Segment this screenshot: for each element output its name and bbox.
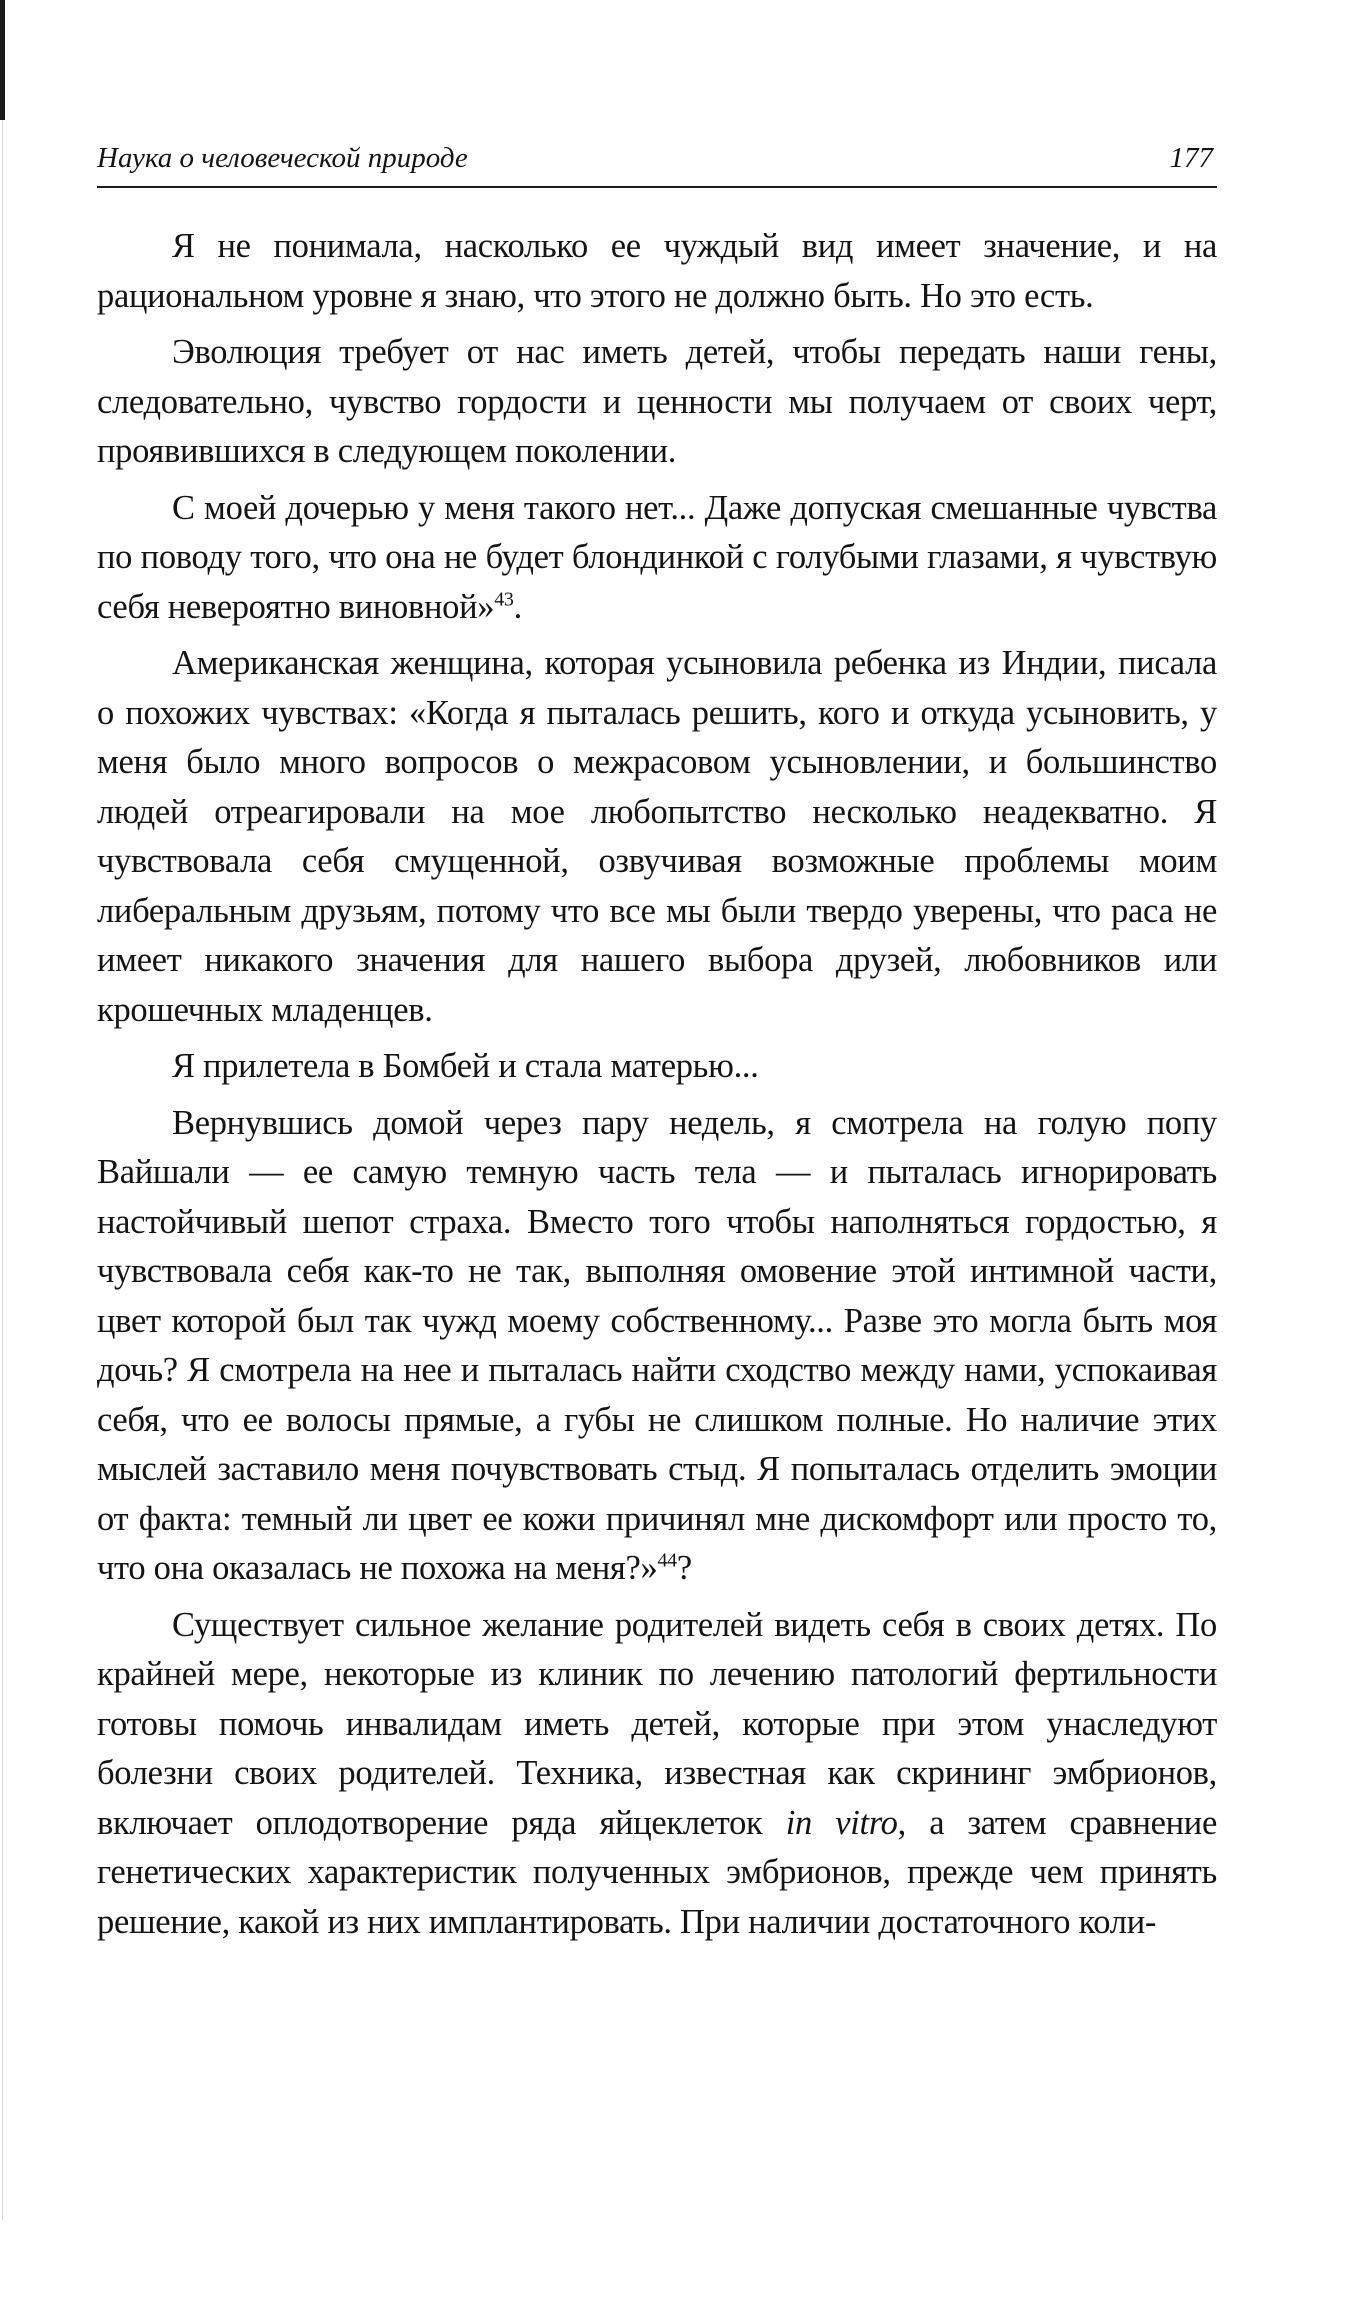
binding-edge-shadow [2,120,3,2220]
footnote-ref-43: 43 [494,588,514,610]
paragraph-3-text: С моей дочерью у меня такого нет... Даже допуская смешанные чувства по поводу того, что она не будет блондинкой с голубыми глазами, я чувствую себя невероятно виновной» [97,488,1217,626]
paragraph-7-text-a: Существует сильное желание родителей видеть себя в своих детях. По крайней мере, некоторые из клиник по лечению патологий фертильности готовы помочь инвалидам иметь детей, которые при этом унаследуют болезни своих родителей. Техника, известная как скрининг эмбрионов, включает оплодотворение ряда яйцеклеток [97,1605,1217,1842]
paragraph-2: Эволюция требует от нас иметь детей, чтобы передать наши гены, следовательно, чувство гордости и ценности мы получаем от своих черт, проявившихся в следующем поколении. [97,333,1217,470]
footnote-ref-44: 44 [657,1549,677,1572]
paragraph-6-text: Вернувшись домой через пару недель, я смотрела на голую попу Вайшали — ее самую темную часть тела — и пыталась игнорировать настойчивый шепот страха. Вместо того чтобы наполняться гордостью, я чувствовала себя как-то не так, выполняя омовение этой интимной части, цвет которой был так чужд моему собственному... Разве это могла быть моя дочь? Я смотрела на нее и пыталась найти сходство между нами, успокаивая себя, что ее волосы прямые, а губы не слишком полные. Но наличие этих мыслей заставило меня почувствовать стыд. Я попыталась отделить эмоции от факта: темный ли цвет ее кожи причинял мне дискомфорт или просто то, что она оказалась не похожа на меня?» [97,1103,1217,1587]
paragraph-7-text-b: , а затем сравнение генетических характеристик полученных эмбрионов, прежде чем принять решение, какой из них имплантировать. При наличии достаточного коли- [97,1803,1217,1941]
binding-edge [0,0,5,120]
paragraph-7-italic: in vitro [785,1803,898,1842]
running-header-title: Наука о человеческой природе [97,142,468,174]
paragraph-6 [97,1099,1217,1594]
paragraph-3-end: . [513,587,522,626]
page-number: 177 [1169,142,1213,174]
paragraph-6-end: ? [676,1549,692,1587]
body-text [97,222,1217,1954]
paragraph-5: Я прилетела в Бомбей и стала матерью... [172,1047,759,1085]
paragraph-7 [97,1601,1217,1948]
paragraph-3 [97,484,1217,633]
paragraph-4: Американская женщина, которая усыновила ребенка из Индии, писала о похожих чувствах: «Когда я пыталась решить, кого и откуда усыновить, у меня было много вопросов о межрасовом усыновлении, и большинство людей отреагировали на мое любопытство несколько неадекватно. Я чувствовала себя смущенной, озвучивая возможные проблемы моим либеральным друзьям, потому что все мы были твердо уверены, что раса не имеет никакого значения для нашего выбора друзей, любовников или крошечных младенцев. [97,644,1217,1029]
paragraph-1: Я не понимала, насколько ее чуждый вид имеет значение, и на рациональном уровне я знаю, что этого не должно быть. Но это есть. [97,227,1217,315]
running-header [97,138,1217,188]
